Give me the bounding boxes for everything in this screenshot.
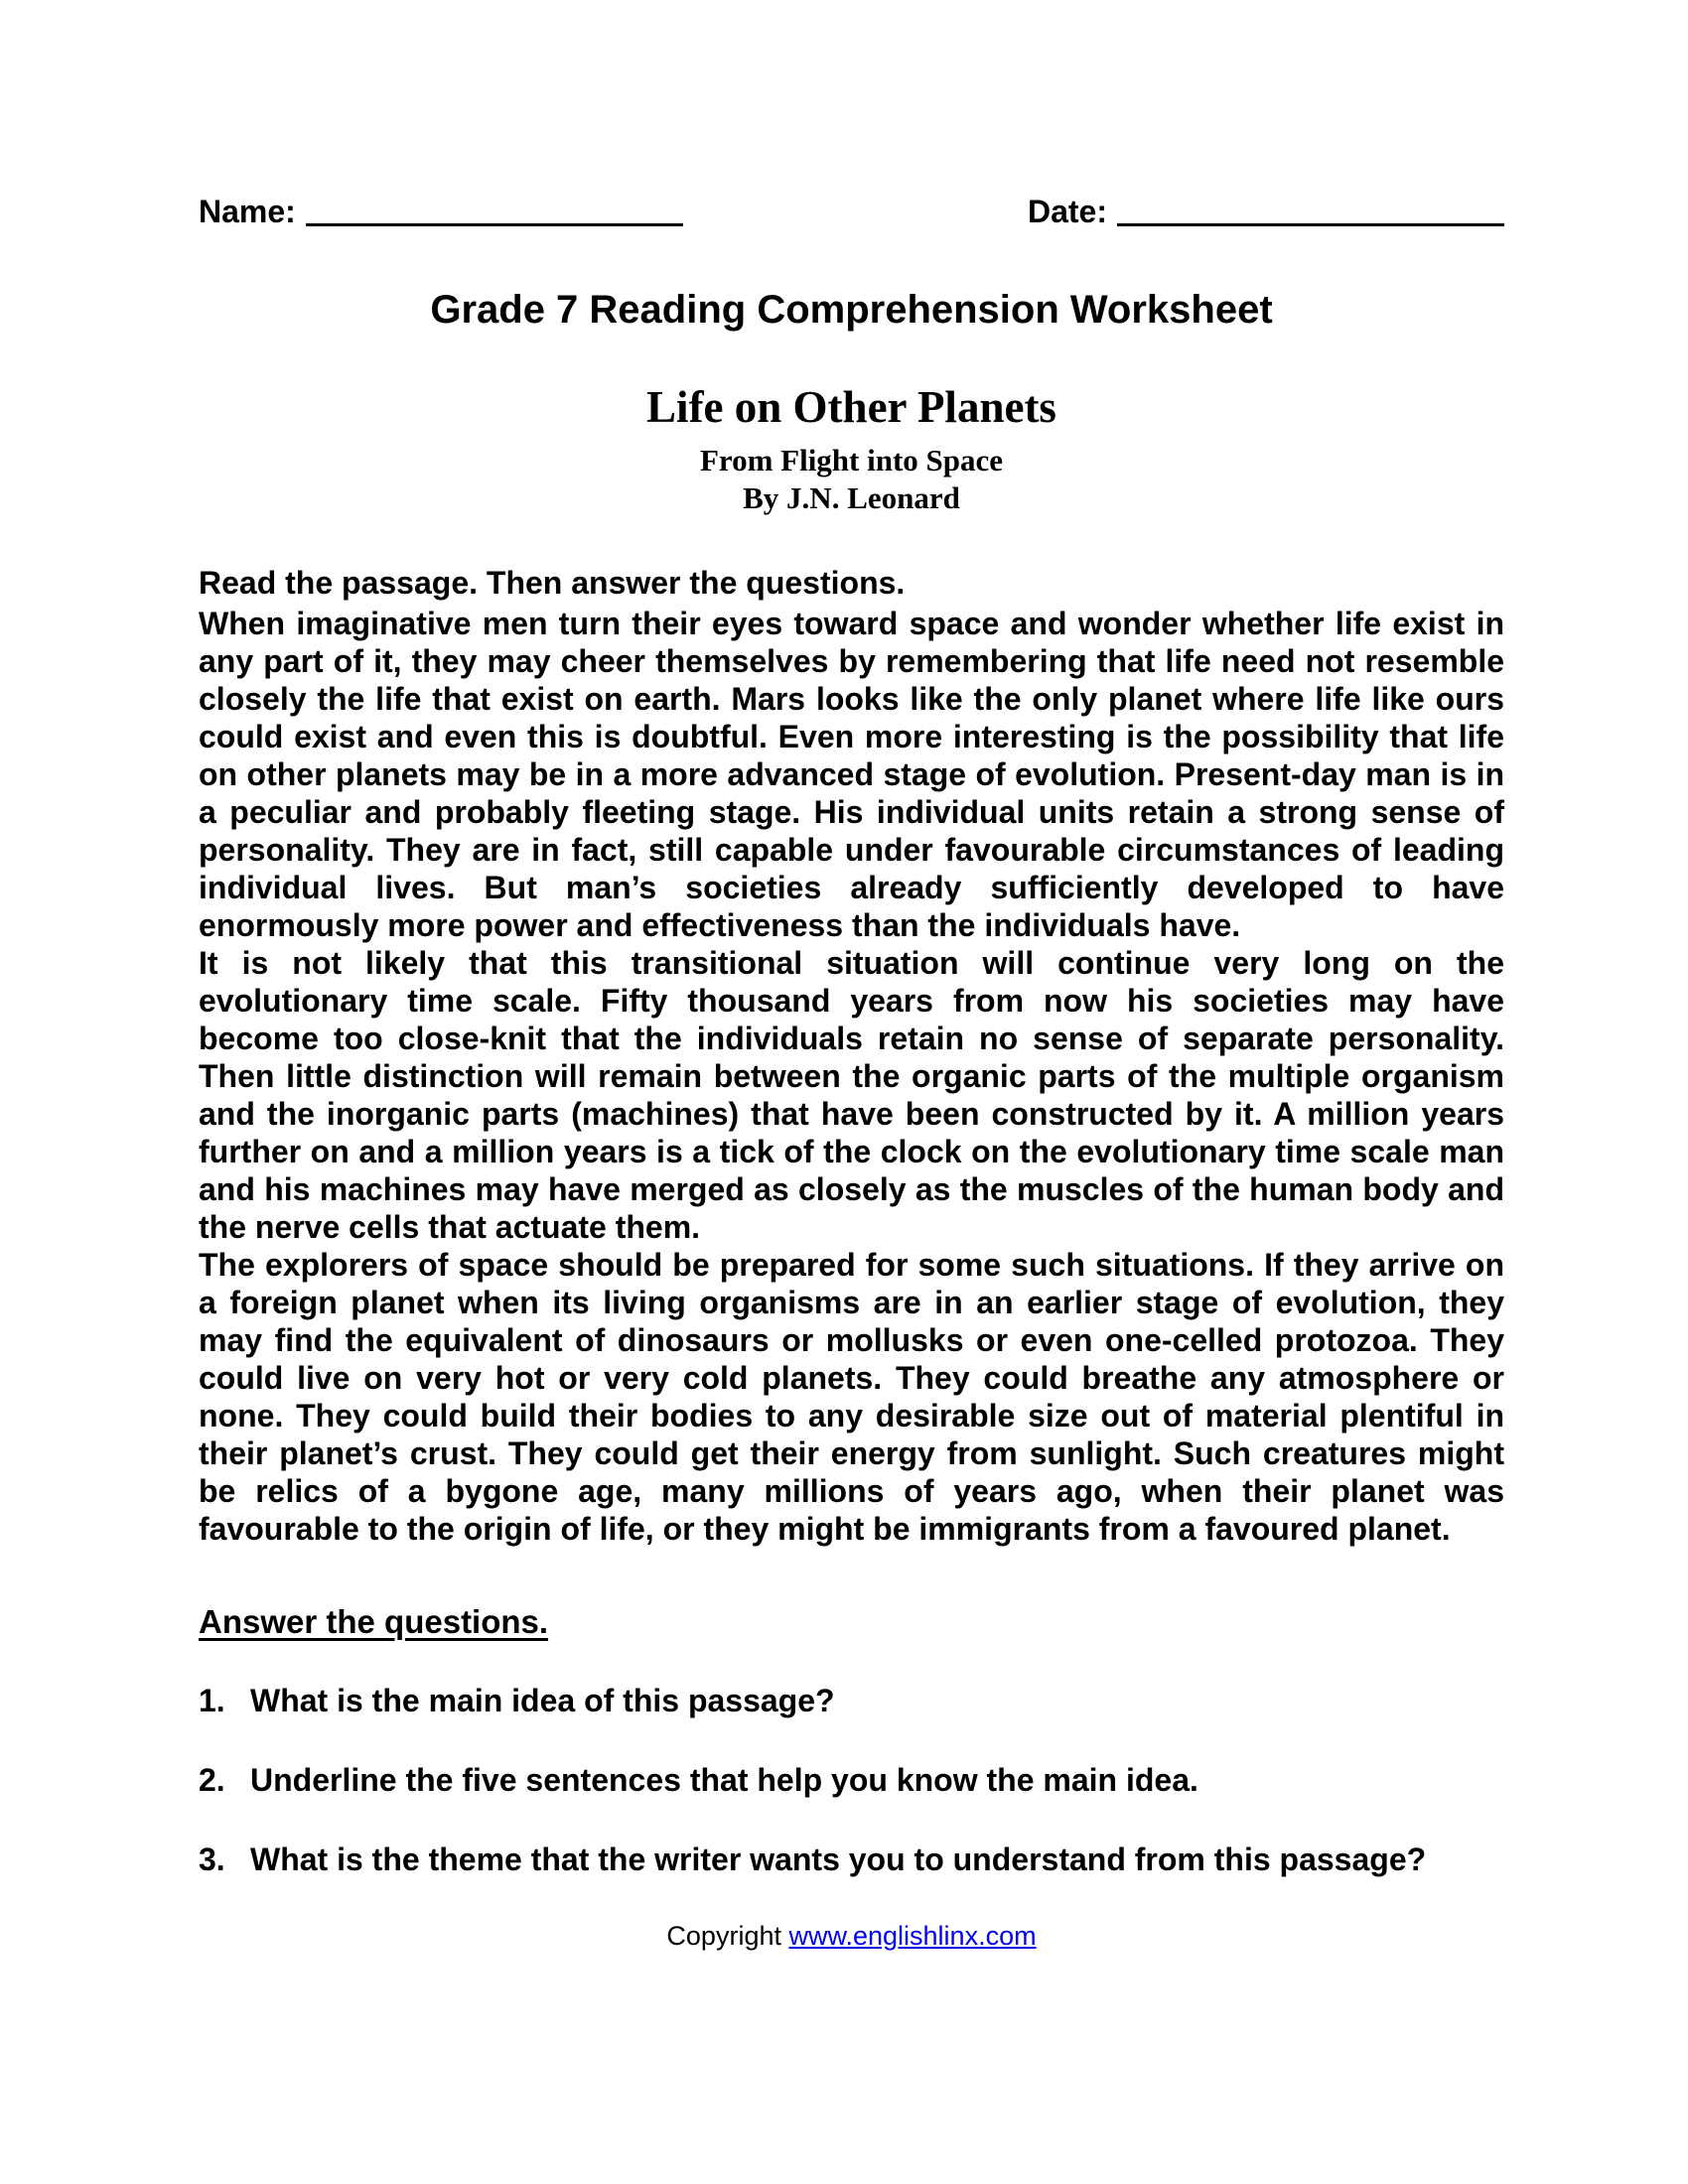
passage-instructions: Read the passage. Then answer the questions. <box>199 565 906 601</box>
date-blank-line <box>1117 194 1504 226</box>
date-label: Date: <box>1027 194 1107 229</box>
date-field <box>1028 194 1504 230</box>
passage-author: By J.N. Leonard <box>743 480 960 515</box>
passage-paragraph-1: When imaginative men turn their eyes toward space and wonder whether life exist in any part of it, they may cheer themselves by remembering that life need not resemble closely the life that exist on earth. Mars looks like the only planet where life like ours could exist and even this is doubtful. Even more interesting is the possibility that life on other planets may be in a more advanced stage of evolution. Present-day man is in a peculiar and probably fleeting stage. His individual units retain a strong sense of personality. They are in fact, still capable under favourable circumstances of leading individual lives. But man’s societies already sufficiently developed to have enormously more power and effectiveness than the individuals have. <box>199 606 1504 943</box>
passage-title: Life on Other Planets <box>646 382 1056 432</box>
worksheet-title: Grade 7 Reading Comprehension Worksheet <box>430 288 1273 332</box>
question-3-text: What is the theme that the writer wants you to understand from this passage? <box>250 1842 1427 1877</box>
header-row <box>199 194 1504 230</box>
question-1 <box>199 1681 1504 1720</box>
passage-paragraph-3: The explorers of space should be prepared for some such situations. If they arrive on a foreign planet when its living organisms are in an earlier stage of evolution, they may find the equivalent of dinosaurs or mollusks or even one-celled protozoa. They could live on very hot or very cold planets. They could breathe any atmosphere or none. They could build their bodies to any desirable size out of material plentiful in their planet’s crust. They could get their energy from sunlight. Such creatures might be relics of a bygone age, many millions of years ago, when their planet was favourable to the origin of life, or they might be immigrants from a favoured planet. <box>199 1247 1504 1547</box>
passage-paragraph-2: It is not likely that this transitional situation will continue very long on the evolutionary time scale. Fifty thousand years from now his societies may have become too close-knit that the individuals retain no sense of separate personality. Then little distinction will remain between the organic parts of the multiple organism and the inorganic parts (machines) that have been constructed by it. A million years further on and a million years is a tick of the clock on the evolutionary time scale man and his machines may have merged as closely as the muscles of the human body and the nerve cells that actuate them. <box>199 945 1504 1245</box>
passage-source: From Flight into Space <box>699 443 1004 478</box>
name-blank-line <box>306 194 683 226</box>
question-2-text: Underline the five sentences that help you know the main idea. <box>250 1762 1198 1798</box>
question-1-text: What is the main idea of this passage? <box>250 1683 835 1718</box>
question-2-number: 2. <box>199 1762 225 1798</box>
passage-header <box>199 380 1504 517</box>
copyright-text: Copyright <box>666 1921 789 1951</box>
name-field <box>199 194 683 230</box>
question-3 <box>199 1840 1504 1879</box>
copyright-link[interactable]: www.englishlinx.com <box>788 1921 1037 1951</box>
answer-questions-heading: Answer the questions. <box>199 1603 549 1640</box>
question-2 <box>199 1760 1504 1800</box>
question-1-number: 1. <box>199 1683 225 1718</box>
name-label: Name: <box>199 194 296 229</box>
question-3-number: 3. <box>199 1842 225 1877</box>
footer <box>199 1921 1504 1952</box>
